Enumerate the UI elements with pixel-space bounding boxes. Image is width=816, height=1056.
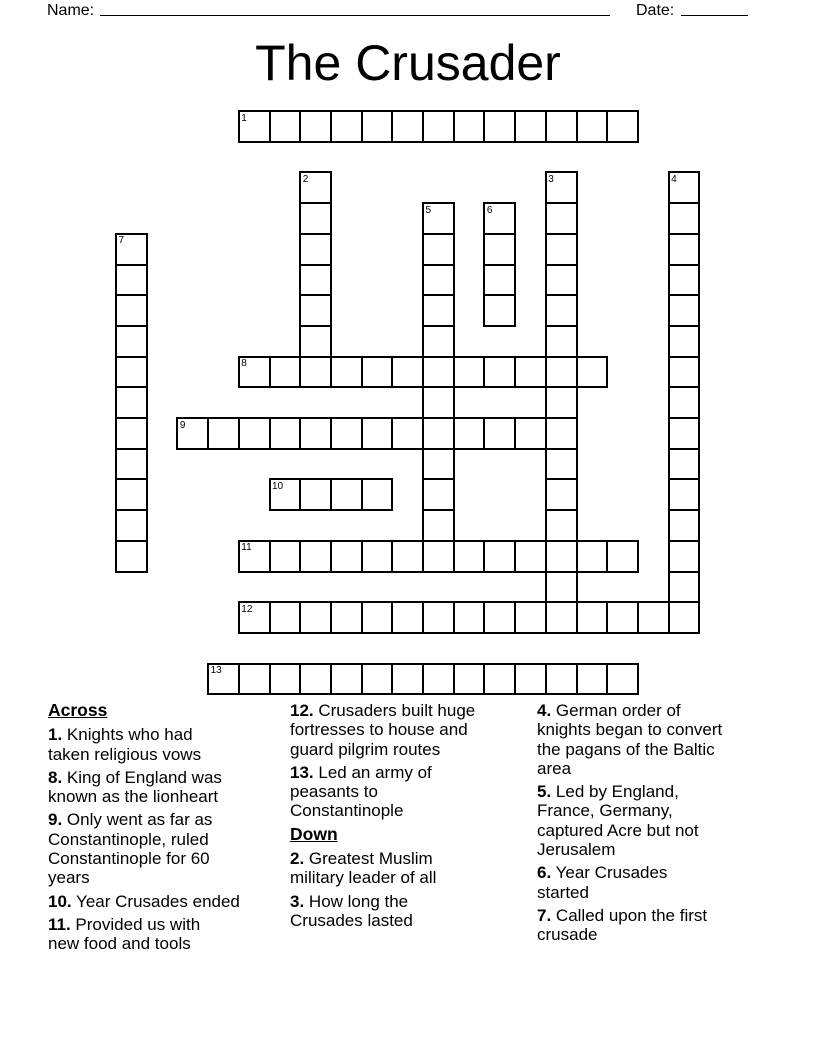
clue-number: 10. (48, 891, 72, 911)
grid-cell[interactable] (545, 601, 578, 634)
clue-column (48, 701, 286, 958)
grid-cell[interactable] (391, 110, 424, 143)
across-header: Across (48, 700, 108, 720)
clue-number: 4. (537, 701, 552, 720)
grid-cell[interactable] (391, 417, 424, 450)
grid-cell[interactable] (361, 663, 394, 696)
grid-cell[interactable] (299, 601, 332, 634)
grid-cell[interactable] (453, 540, 486, 573)
grid-cell[interactable] (453, 110, 486, 143)
date-label: Date: (636, 2, 675, 19)
grid-cell[interactable] (361, 478, 394, 511)
grid-cell[interactable] (483, 233, 516, 266)
grid-cell[interactable] (668, 601, 701, 634)
grid-cell[interactable] (422, 509, 455, 542)
grid-cell[interactable] (483, 540, 516, 573)
clue-item: 13. Led an army of peasants to Constantinople (290, 762, 432, 821)
clue-item: 4. German order of knights began to convert the pagans of the Baltic area (537, 701, 723, 778)
clue-number: 8. (48, 767, 63, 787)
grid-cell[interactable] (299, 294, 332, 327)
grid-cell[interactable] (668, 264, 701, 297)
grid-cell[interactable] (422, 264, 455, 297)
grid-cell[interactable] (422, 386, 455, 419)
grid-cell[interactable] (637, 601, 670, 634)
grid-cell[interactable] (545, 448, 578, 481)
grid-cell[interactable] (606, 540, 639, 573)
grid-cell[interactable] (514, 601, 547, 634)
grid-cell[interactable] (453, 356, 486, 389)
clue-number: 11. (48, 914, 71, 934)
grid-cell[interactable] (545, 386, 578, 419)
grid-clue-number: 13 (210, 665, 222, 677)
grid-cell[interactable] (668, 417, 701, 450)
clue-number: 3. (290, 891, 305, 911)
grid-cell[interactable] (422, 110, 455, 143)
grid-cell[interactable] (422, 540, 455, 573)
clue-item: 11. Provided us with new food and tools (48, 914, 201, 954)
grid-cell[interactable] (668, 571, 701, 604)
grid-cell[interactable] (483, 601, 516, 634)
grid-cell[interactable] (545, 202, 578, 235)
grid-cell[interactable] (668, 202, 701, 235)
grid-cell[interactable] (514, 356, 547, 389)
grid-cell[interactable] (606, 601, 639, 634)
grid-cell[interactable] (330, 417, 363, 450)
grid-cell[interactable] (576, 601, 609, 634)
grid-cell[interactable] (422, 294, 455, 327)
grid-cell[interactable] (115, 356, 148, 389)
grid-cell[interactable] (238, 417, 271, 450)
grid-cell[interactable] (545, 478, 578, 511)
grid-cell[interactable] (668, 478, 701, 511)
grid-cell[interactable] (361, 540, 394, 573)
clue-column (290, 701, 532, 934)
grid-clue-number: 6 (486, 204, 493, 216)
grid-cell[interactable] (115, 325, 148, 358)
grid-clue-number: 4 (671, 173, 677, 185)
grid-cell[interactable] (269, 356, 302, 389)
grid-cell[interactable] (668, 356, 701, 389)
grid-cell[interactable] (545, 663, 578, 696)
clue-item: 5. Led by England, France, Germany, captured Acre but not Jerusalem (537, 782, 699, 860)
grid-cell[interactable] (545, 417, 578, 450)
grid-cell[interactable] (422, 417, 455, 450)
grid-cell[interactable] (361, 356, 394, 389)
grid-cell[interactable] (576, 540, 609, 573)
clue-item: 12. Crusaders built huge fortresses to house and guard pilgrim routes (290, 701, 476, 759)
grid-clue-number: 11 (241, 542, 252, 554)
grid-cell[interactable] (606, 110, 639, 143)
grid-cell[interactable] (361, 110, 394, 143)
grid-cell[interactable] (668, 325, 701, 358)
clue-number: 9. (48, 810, 63, 830)
grid-cell[interactable] (391, 356, 424, 389)
clue-number: 1. (48, 725, 63, 745)
grid-cell[interactable] (422, 325, 455, 358)
grid-cell[interactable] (668, 448, 701, 481)
grid-cell[interactable] (330, 110, 363, 143)
grid-cell[interactable] (483, 264, 516, 297)
name-label: Name: (47, 2, 95, 19)
grid-cell[interactable] (545, 571, 578, 604)
grid-cell[interactable] (606, 663, 639, 696)
grid-clue-number: 5 (425, 204, 432, 216)
grid-cell[interactable] (422, 478, 455, 511)
grid-cell[interactable] (299, 356, 332, 389)
grid-cell[interactable] (668, 386, 701, 419)
grid-cell[interactable] (330, 540, 363, 573)
grid-cell[interactable] (238, 663, 271, 696)
grid-cell[interactable] (668, 294, 701, 327)
clue-item: 2. Greatest Muslim military leader of all (290, 849, 437, 888)
clue-number: 6. (537, 863, 552, 883)
grid-cell[interactable] (483, 663, 516, 696)
grid-cell[interactable] (299, 325, 332, 358)
clue-number: 7. (537, 905, 552, 925)
grid-cell[interactable] (391, 540, 424, 573)
date-line (681, 1, 748, 16)
grid-cell[interactable] (668, 233, 701, 266)
grid-cell[interactable] (299, 663, 332, 696)
clue-item: 8. King of England was known as the lionheart (48, 767, 222, 807)
grid-cell[interactable] (514, 540, 547, 573)
grid-cell[interactable] (115, 509, 148, 542)
grid-cell[interactable] (391, 663, 424, 696)
clue-number: 13. (290, 762, 314, 782)
grid-cell[interactable] (422, 663, 455, 696)
grid-cell[interactable] (668, 509, 701, 542)
grid-cell[interactable] (330, 601, 363, 634)
grid-cell[interactable] (668, 540, 701, 573)
grid-cell[interactable] (299, 478, 332, 511)
grid-cell[interactable] (115, 417, 148, 450)
grid-cell[interactable] (545, 509, 578, 542)
grid-cell[interactable] (545, 233, 578, 266)
grid-cell[interactable] (545, 294, 578, 327)
grid-cell[interactable] (576, 663, 609, 696)
grid-cell[interactable] (330, 478, 363, 511)
grid-cell[interactable] (330, 663, 363, 696)
grid-cell[interactable] (361, 601, 394, 634)
grid-cell[interactable] (576, 356, 609, 389)
page-title: The Crusader (255, 35, 561, 91)
grid-cell[interactable] (483, 356, 516, 389)
clue-item: 7. Called upon the first crusade (537, 905, 708, 945)
grid-cell[interactable] (207, 417, 240, 450)
grid-cell[interactable] (453, 601, 486, 634)
grid-cell[interactable] (576, 110, 609, 143)
down-header: Down (290, 823, 338, 844)
grid-cell[interactable] (269, 601, 302, 634)
grid-cell[interactable] (269, 663, 302, 696)
grid-cell[interactable] (269, 110, 302, 143)
clue-item: 6. Year Crusades started (537, 863, 668, 902)
grid-cell[interactable] (514, 417, 547, 450)
grid-cell[interactable] (545, 356, 578, 389)
grid-cell[interactable] (453, 663, 486, 696)
grid-cell[interactable] (514, 663, 547, 696)
grid-cell[interactable] (299, 540, 332, 573)
grid-cell[interactable] (115, 264, 148, 297)
grid-cell[interactable] (545, 540, 578, 573)
grid-cell[interactable] (330, 356, 363, 389)
clue-column (537, 701, 792, 949)
clue-item: 9. Only went as far as Constantinople, ruled Constantinople for 60 years (48, 810, 213, 888)
grid-cell[interactable] (361, 417, 394, 450)
clue-number: 5. (537, 782, 552, 802)
grid-cell[interactable] (115, 540, 148, 573)
grid-cell[interactable] (299, 110, 332, 143)
clue-number: 2. (290, 849, 305, 869)
grid-cell[interactable] (299, 264, 332, 297)
grid-cell[interactable] (453, 417, 486, 450)
grid-clue-number: 2 (302, 173, 309, 185)
grid-cell[interactable] (391, 601, 424, 634)
clue-item: 1. Knights who had taken religious vows (48, 725, 202, 764)
grid-cell[interactable] (422, 233, 455, 266)
grid-cell[interactable] (115, 294, 148, 327)
grid-cell[interactable] (545, 325, 578, 358)
grid-cell[interactable] (545, 110, 578, 143)
grid-cell[interactable] (299, 417, 332, 450)
grid-cell[interactable] (115, 448, 148, 481)
clue-number: 12. (290, 701, 314, 720)
grid-cell[interactable] (422, 448, 455, 481)
grid-cell[interactable] (269, 540, 302, 573)
grid-clue-number: 10 (272, 480, 284, 492)
clue-item: 3. How long the Crusades lasted (290, 891, 413, 930)
grid-clue-number: 7 (118, 235, 125, 247)
grid-clue-number: 12 (241, 603, 253, 615)
grid-cell[interactable] (269, 417, 302, 450)
grid-cell[interactable] (483, 417, 516, 450)
grid-cell[interactable] (514, 110, 547, 143)
grid-cell[interactable] (483, 110, 516, 143)
name-line (100, 1, 610, 16)
clue-item: 10. Year Crusades ended (48, 891, 240, 911)
grid-clue-number: 1 (241, 112, 247, 124)
grid-cell[interactable] (422, 601, 455, 634)
grid-cell[interactable] (115, 478, 148, 511)
grid-clue-number: 9 (179, 419, 186, 431)
grid-cell[interactable] (115, 386, 148, 419)
grid-clue-number: 3 (548, 173, 554, 185)
grid-cell[interactable] (299, 233, 332, 266)
grid-cell[interactable] (545, 264, 578, 297)
grid-cell[interactable] (299, 202, 332, 235)
grid-clue-number: 8 (241, 358, 247, 370)
grid-cell[interactable] (422, 356, 455, 389)
grid-cell[interactable] (483, 294, 516, 327)
